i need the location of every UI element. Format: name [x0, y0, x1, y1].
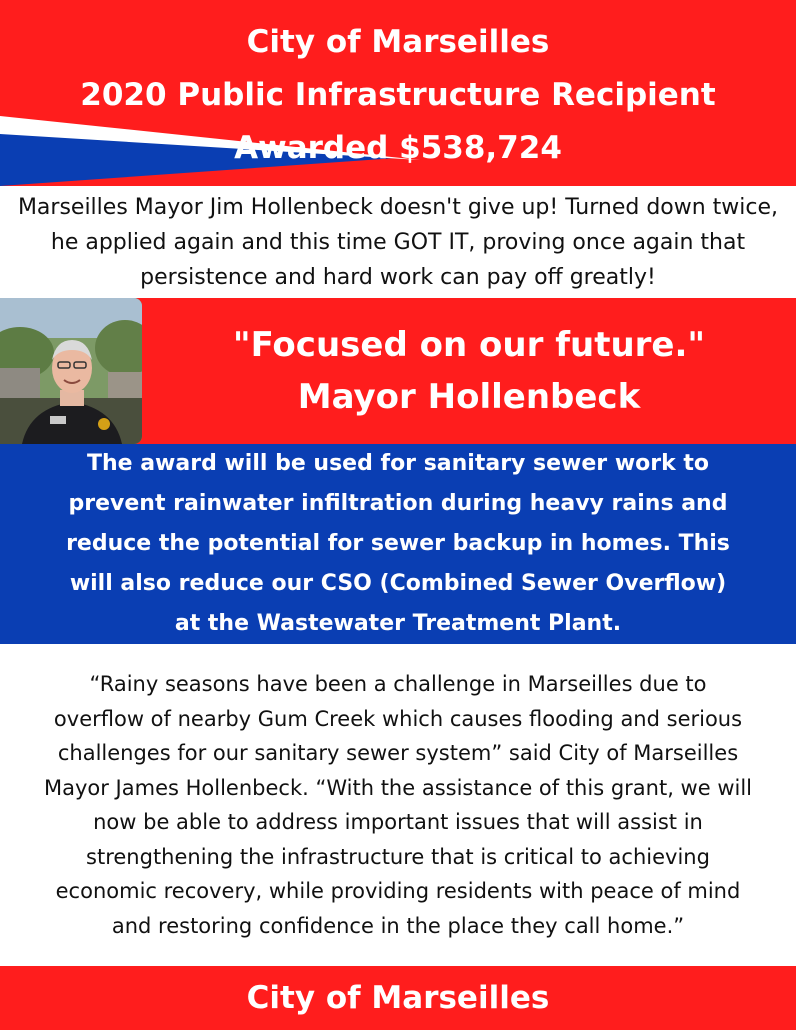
- award-line-2: prevent rainwater infiltration during heavy rains and: [68, 491, 728, 516]
- footer-banner: [0, 966, 796, 1030]
- header-banner: [0, 0, 796, 186]
- statement-line-3: challenges for our sanitary sewer system” said City of Marseilles: [57, 741, 739, 765]
- quote-attribution: Mayor Hollenbeck: [297, 377, 641, 417]
- quote-line: "Focused on our future.": [232, 325, 706, 365]
- header-title-line-2: 2020 Public Infrastructure Recipient: [80, 76, 716, 113]
- quote-banner: [0, 298, 796, 444]
- award-text-block: [66, 444, 730, 644]
- mayor-statement-section: [0, 644, 796, 966]
- award-line-1: The award will be used for sanitary sewer work to: [86, 451, 710, 476]
- quote-block: [142, 298, 796, 444]
- statement-line-7: economic recovery, while providing residents with peace of mind: [55, 879, 741, 903]
- statement-text-block: [44, 667, 752, 943]
- footer-title: City of Marseilles: [246, 980, 550, 1016]
- award-line-4: will also reduce our CSO (Combined Sewer Overflow): [69, 571, 727, 596]
- statement-line-5: now be able to address important issues that will assist in: [93, 810, 703, 834]
- header-title-line-1: City of Marseilles: [246, 23, 550, 60]
- header-title-block: [0, 0, 796, 186]
- statement-line-2: overflow of nearby Gum Creek which causes flooding and serious: [53, 706, 743, 731]
- mayor-portrait-image: [0, 298, 142, 444]
- statement-line-1: “Rainy seasons have been a challenge in Marseilles due to: [89, 672, 707, 696]
- statement-line-8: and restoring confidence in the place they call home.”: [111, 913, 685, 938]
- intro-section: [0, 186, 796, 298]
- award-line-3: reduce the potential for sewer backup in homes. This: [66, 531, 730, 556]
- statement-line-4: Mayor James Hollenbeck. “With the assistance of this grant, we will: [43, 775, 752, 800]
- statement-line-6: strengthening the infrastructure that is critical to achieving: [86, 844, 710, 869]
- intro-text: Marseilles Mayor Jim Hollenbeck doesn't give up! Turned down twice, he applied again and this time GOT IT, proving once again that persistence and hard work can pay off greatly!: [17, 194, 779, 290]
- header-title-line-3: Awarded $538,724: [234, 129, 562, 166]
- award-line-5: at the Wastewater Treatment Plant.: [174, 611, 622, 636]
- mayor-photo: [0, 298, 142, 444]
- award-section: [0, 444, 796, 644]
